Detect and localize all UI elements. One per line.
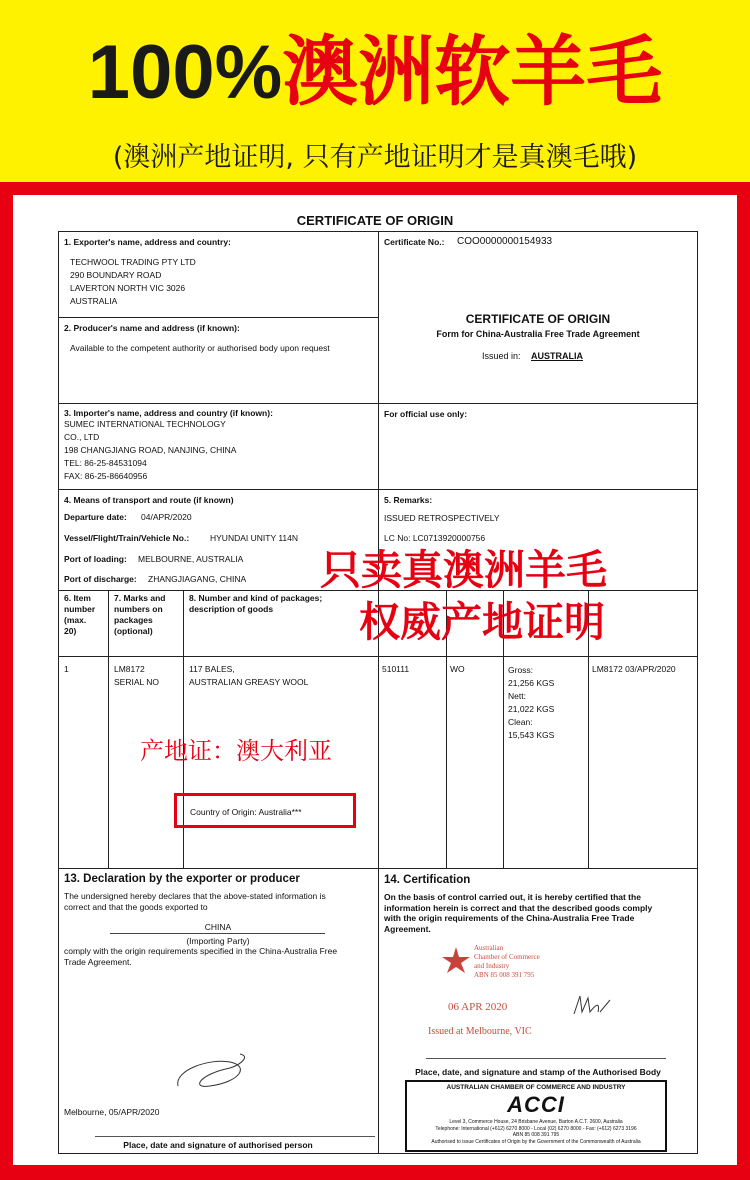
remarks-line: LC No: LC0713920000756: [384, 533, 486, 543]
remarks-label: 5. Remarks:: [384, 495, 433, 505]
vessel-value: HYUNDAI UNITY 114N: [210, 533, 299, 543]
certificate-no-label: Certificate No.:: [384, 237, 445, 247]
importer-line: TEL: 86-25-84531094: [64, 458, 147, 468]
departure-value: 04/APR/2020: [141, 512, 192, 522]
country-of-origin: Country of Origin: Australia***: [190, 807, 302, 817]
header-subtitle: Form for China-Australia Free Trade Agreement: [436, 329, 640, 339]
col8-header: 8. Number and kind of packages; description of goods: [189, 593, 323, 614]
declaration-text: The undersigned hereby declares that the above-stated information is correct and that the goods exported to: [64, 891, 326, 912]
origin-note: 产地证：澳大利亚: [140, 737, 332, 765]
col6-header: 6. Item number (max. 20): [64, 593, 96, 636]
origin-highlight-box: [174, 793, 356, 828]
vessel-label: Vessel/Flight/Train/Vehicle No.:: [64, 533, 190, 543]
declaration-footer: Place, date and signature of authorised person: [123, 1140, 313, 1150]
importing-party: (Importing Party): [186, 936, 250, 946]
headline: [0, 22, 750, 123]
certification-footer: Place, date, and signature and stamp of the Authorised Body: [415, 1067, 661, 1077]
goods-marks: SERIAL NO: [114, 677, 160, 687]
goods-criterion: WO: [450, 664, 465, 674]
goods-item: 1: [64, 664, 69, 674]
goods-weights: Gross: 21,256 KGS Nett: 21,022 KGS Clean: 15,543 KGS: [508, 665, 555, 740]
acci-header: AUSTRALIAN CHAMBER OF COMMERCE AND INDUSTRY: [446, 1084, 626, 1091]
certifier-signature: [570, 990, 615, 1020]
official-use-label: For official use only:: [384, 409, 468, 419]
loading-label: Port of loading:: [64, 554, 127, 564]
goods-desc: AUSTRALIAN GREASY WOOL: [189, 677, 309, 687]
headline-highlight: 澳洲软羊毛: [282, 27, 663, 116]
header-title: CERTIFICATE OF ORIGIN: [465, 312, 611, 326]
stamp-date: 06 APR 2020: [448, 1001, 508, 1013]
exporter-signature: [170, 1048, 260, 1098]
departure-label: Departure date:: [64, 512, 127, 522]
exporter-line: 290 BOUNDARY ROAD: [70, 270, 162, 280]
exporter-label: 1. Exporter's name, address and country:: [64, 237, 231, 247]
exporter-line: LAVERTON NORTH VIC 3026: [70, 283, 186, 293]
declaration-country: CHINA: [204, 922, 232, 932]
goods-hs: 510111: [382, 664, 410, 674]
overlay-line1: 只卖真澳洲羊毛: [320, 546, 607, 594]
overlay-line2: 权威产地证明: [359, 598, 605, 646]
certificate-no-value: COO0000000154933: [457, 236, 553, 247]
col7-header: 7. Marks and numbers on packages (optional): [114, 593, 166, 636]
certification-text: On the basis of control carried out, it is hereby certified that the information herein is correct and that the described goods comply with the origin requirements of the China-Australia Free Trade Agreement.: [384, 892, 653, 934]
declaration-place-date: Melbourne, 05/APR/2020: [64, 1107, 160, 1117]
certificate-title: CERTIFICATE OF ORIGIN: [296, 213, 454, 228]
loading-value: MELBOURNE, AUSTRALIA: [138, 554, 244, 564]
discharge-value: ZHANGJIAGANG, CHINA: [148, 574, 247, 584]
goods-invoice: LM8172 03/APR/2020: [592, 664, 676, 674]
stamp-place: Issued at Melbourne, VIC: [428, 1026, 532, 1037]
importer-line: CO., LTD: [64, 432, 100, 442]
remarks-line: ISSUED RETROSPECTIVELY: [384, 513, 500, 523]
exporter-line: TECHWOOL TRADING PTY LTD: [70, 257, 196, 267]
declaration-title: 13. Declaration by the exporter or producer: [64, 873, 300, 885]
issued-value: AUSTRALIA: [531, 351, 583, 361]
acci-logo: ACCI: [507, 1092, 565, 1117]
headline-percent: 100%: [87, 30, 283, 115]
banner-subtitle: (澳洲产地证明, 只有产地证明才是真澳毛哦): [112, 142, 638, 173]
importer-line: SUMEC INTERNATIONAL TECHNOLOGY: [64, 419, 226, 429]
transport-label: 4. Means of transport and route (if known): [64, 495, 234, 505]
producer-value: Available to the competent authority or authorised body upon request: [70, 343, 330, 353]
certification-title: 14. Certification: [384, 874, 471, 886]
acci-details: Level 3, Commerce House, 24 Brisbane Avenue, Barton A.C.T. 2600, Australia Telephone: International (+612) 6270 8000 - Local (02) 6270 8000 - Fax: (+612) 6273 3196 ABN 85 008 391 795 Authorised to issue Certificates of Origin by the Government of the Commonwealth of Australia: [431, 1119, 641, 1145]
producer-label: 2. Producer's name and address (if known):: [64, 323, 240, 333]
chamber-name: Australian Chamber of Commerce and Industry ABN 85 008 391 795: [474, 944, 540, 979]
goods-marks: LM8172: [114, 664, 145, 674]
importer-line: FAX: 86-25-86640956: [64, 471, 148, 481]
issued-label: Issued in:: [482, 351, 521, 361]
declaration-text: comply with the origin requirements specified in the China-Australia Free Trade Agreement.: [64, 946, 338, 967]
exporter-line: AUSTRALIA: [70, 296, 118, 306]
importer-label: 3. Importer's name, address and country (if known):: [64, 408, 273, 418]
importer-line: 198 CHANGJIANG ROAD, NANJING, CHINA: [64, 445, 237, 455]
goods-desc: 117 BALES,: [189, 664, 235, 674]
discharge-label: Port of discharge:: [64, 574, 137, 584]
star-logo-icon: [440, 945, 472, 975]
